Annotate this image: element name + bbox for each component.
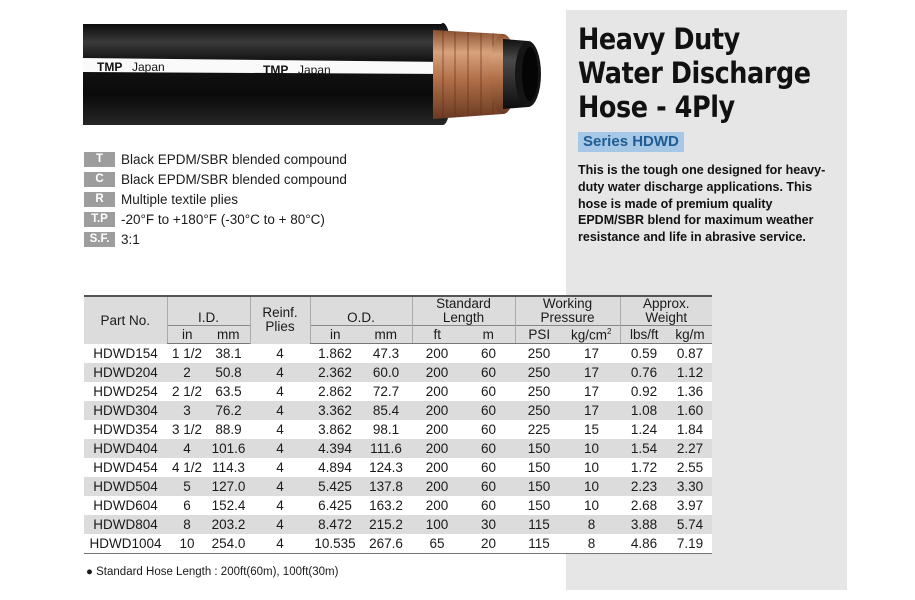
cell-od-mm: 111.6 <box>360 439 412 458</box>
cell-kgcm2: 17 <box>563 401 620 420</box>
cell-id-in: 2 <box>167 363 207 382</box>
header-pressure: Working Pressure <box>515 296 620 326</box>
cell-psi: 250 <box>515 401 563 420</box>
unit-od-mm: mm <box>360 326 412 344</box>
cell-od-mm: 98.1 <box>360 420 412 439</box>
cell-psi: 150 <box>515 496 563 515</box>
unit-len-m: m <box>462 326 515 344</box>
cell-psi: 150 <box>515 439 563 458</box>
cell-part-no: HDWD504 <box>84 477 167 496</box>
cell-len-ft: 200 <box>412 363 462 382</box>
unit-kg-m: kg/m <box>668 326 712 344</box>
spec-list <box>84 149 347 249</box>
cell-part-no: HDWD454 <box>84 458 167 477</box>
table-row <box>84 439 712 458</box>
cell-plies: 4 <box>250 401 310 420</box>
cell-len-m: 60 <box>462 344 515 364</box>
spec-item <box>84 189 347 209</box>
unit-len-ft: ft <box>412 326 462 344</box>
series-badge: Series HDWD <box>578 132 684 152</box>
cell-len-m: 60 <box>462 496 515 515</box>
cell-kgcm2: 8 <box>563 534 620 554</box>
brand-country: Japan <box>132 60 165 74</box>
cell-len-ft: 65 <box>412 534 462 554</box>
cell-len-ft: 200 <box>412 344 462 364</box>
cell-lbs-ft: 1.54 <box>620 439 668 458</box>
cell-kg-m: 7.19 <box>668 534 712 554</box>
table-row <box>84 534 712 554</box>
product-title: Heavy Duty Water Discharge Hose - 4Ply <box>578 22 811 124</box>
cell-part-no: HDWD604 <box>84 496 167 515</box>
cell-plies: 4 <box>250 534 310 554</box>
cell-kg-m: 1.84 <box>668 420 712 439</box>
cell-kgcm2: 15 <box>563 420 620 439</box>
cell-od-in: 6.425 <box>310 496 360 515</box>
cell-psi: 150 <box>515 477 563 496</box>
brand-logo: TMP <box>97 60 123 74</box>
cell-len-m: 60 <box>462 458 515 477</box>
cell-od-mm: 137.8 <box>360 477 412 496</box>
cell-lbs-ft: 1.72 <box>620 458 668 477</box>
cell-len-m: 60 <box>462 477 515 496</box>
cell-od-mm: 215.2 <box>360 515 412 534</box>
cell-id-mm: 88.9 <box>207 420 250 439</box>
spec-tag: S.F. <box>84 232 115 247</box>
cell-len-ft: 200 <box>412 496 462 515</box>
hose-illustration <box>83 22 545 127</box>
cell-psi: 250 <box>515 344 563 364</box>
cell-kgcm2: 17 <box>563 363 620 382</box>
cell-id-in: 2 1/2 <box>167 382 207 401</box>
cell-plies: 4 <box>250 496 310 515</box>
cell-od-in: 3.862 <box>310 420 360 439</box>
cell-len-ft: 200 <box>412 439 462 458</box>
product-description: This is the tough one designed for heavy-duty water discharge applications. This hose is made of premium quality EPDM/SBR blend for maximum weather resistance and life in abrasive service. <box>578 163 826 245</box>
cell-kg-m: 1.36 <box>668 382 712 401</box>
cell-psi: 150 <box>515 458 563 477</box>
cell-od-in: 3.362 <box>310 401 360 420</box>
cell-part-no: HDWD154 <box>84 344 167 364</box>
cell-len-ft: 200 <box>412 458 462 477</box>
cell-kgcm2: 8 <box>563 515 620 534</box>
cell-id-in: 3 <box>167 401 207 420</box>
cell-od-mm: 124.3 <box>360 458 412 477</box>
cell-psi: 225 <box>515 420 563 439</box>
table-row <box>84 420 712 439</box>
cell-plies: 4 <box>250 439 310 458</box>
cell-plies: 4 <box>250 458 310 477</box>
cell-lbs-ft: 3.88 <box>620 515 668 534</box>
cell-id-mm: 76.2 <box>207 401 250 420</box>
table-row <box>84 382 712 401</box>
cell-part-no: HDWD1004 <box>84 534 167 554</box>
spec-item <box>84 169 347 189</box>
cell-id-in: 5 <box>167 477 207 496</box>
header-weight: Approx. Weight <box>620 296 712 326</box>
footnote: ● Standard Hose Length : 200ft(60m), 100ft(30m) <box>86 566 339 578</box>
cell-kg-m: 1.12 <box>668 363 712 382</box>
cell-len-m: 60 <box>462 420 515 439</box>
cell-od-in: 2.862 <box>310 382 360 401</box>
cell-part-no: HDWD254 <box>84 382 167 401</box>
cell-lbs-ft: 4.86 <box>620 534 668 554</box>
cell-id-in: 6 <box>167 496 207 515</box>
cell-od-mm: 72.7 <box>360 382 412 401</box>
cell-len-ft: 200 <box>412 477 462 496</box>
table-row <box>84 458 712 477</box>
cell-id-mm: 101.6 <box>207 439 250 458</box>
cell-id-mm: 63.5 <box>207 382 250 401</box>
cell-len-m: 60 <box>462 439 515 458</box>
cell-od-in: 1.862 <box>310 344 360 364</box>
spec-item <box>84 149 347 169</box>
cell-len-m: 60 <box>462 363 515 382</box>
cell-len-m: 20 <box>462 534 515 554</box>
cell-id-mm: 203.2 <box>207 515 250 534</box>
cell-kgcm2: 10 <box>563 496 620 515</box>
cell-lbs-ft: 1.24 <box>620 420 668 439</box>
spec-tag: T.P <box>84 212 115 227</box>
header-length: Standard Length <box>412 296 515 326</box>
cell-id-in: 8 <box>167 515 207 534</box>
cell-len-ft: 100 <box>412 515 462 534</box>
cell-od-in: 10.535 <box>310 534 360 554</box>
cell-len-m: 60 <box>462 382 515 401</box>
cell-lbs-ft: 0.59 <box>620 344 668 364</box>
cell-id-mm: 38.1 <box>207 344 250 364</box>
cell-lbs-ft: 1.08 <box>620 401 668 420</box>
cell-id-in: 4 1/2 <box>167 458 207 477</box>
cell-kgcm2: 17 <box>563 344 620 364</box>
cell-id-in: 4 <box>167 439 207 458</box>
table-row <box>84 496 712 515</box>
cell-od-mm: 85.4 <box>360 401 412 420</box>
cell-len-ft: 200 <box>412 420 462 439</box>
cell-lbs-ft: 2.68 <box>620 496 668 515</box>
cell-psi: 115 <box>515 534 563 554</box>
spec-item <box>84 209 347 229</box>
cell-kg-m: 0.87 <box>668 344 712 364</box>
spec-text: -20°F to +180°F (-30°C to + 80°C) <box>121 211 325 227</box>
header-part-no: Part No. <box>84 296 167 344</box>
unit-id-in: in <box>167 326 207 344</box>
spec-item <box>84 229 347 249</box>
cell-od-mm: 163.2 <box>360 496 412 515</box>
cell-kgcm2: 10 <box>563 439 620 458</box>
unit-od-in: in <box>310 326 360 344</box>
spec-text: Multiple textile plies <box>121 191 239 207</box>
unit-lbs-ft: lbs/ft <box>620 326 668 344</box>
cell-id-mm: 254.0 <box>207 534 250 554</box>
cell-od-in: 2.362 <box>310 363 360 382</box>
spec-text: 3:1 <box>121 231 140 247</box>
cell-kg-m: 2.55 <box>668 458 712 477</box>
cell-kgcm2: 17 <box>563 382 620 401</box>
cell-od-mm: 267.6 <box>360 534 412 554</box>
spec-table <box>84 295 712 554</box>
unit-kgcm2: $kg/cm^2$ <box>563 326 620 344</box>
cell-plies: 4 <box>250 344 310 364</box>
cell-part-no: HDWD404 <box>84 439 167 458</box>
spec-text: Black EPDM/SBR blended compound <box>121 171 347 187</box>
table-row <box>84 363 712 382</box>
cell-kg-m: 5.74 <box>668 515 712 534</box>
cell-psi: 250 <box>515 363 563 382</box>
cell-kg-m: 3.30 <box>668 477 712 496</box>
table-row <box>84 401 712 420</box>
table-row <box>84 515 712 534</box>
cell-id-mm: 127.0 <box>207 477 250 496</box>
cell-kg-m: 3.97 <box>668 496 712 515</box>
cell-len-m: 30 <box>462 515 515 534</box>
cell-lbs-ft: 0.92 <box>620 382 668 401</box>
cell-len-ft: 200 <box>412 401 462 420</box>
unit-psi: PSI <box>515 326 563 344</box>
cell-od-mm: 47.3 <box>360 344 412 364</box>
cell-part-no: HDWD204 <box>84 363 167 382</box>
unit-id-mm: mm <box>207 326 250 344</box>
cell-plies: 4 <box>250 477 310 496</box>
cell-id-in: 10 <box>167 534 207 554</box>
table-row <box>84 477 712 496</box>
cell-plies: 4 <box>250 363 310 382</box>
cell-part-no: HDWD304 <box>84 401 167 420</box>
cell-part-no: HDWD804 <box>84 515 167 534</box>
cell-id-mm: 50.8 <box>207 363 250 382</box>
cell-psi: 250 <box>515 382 563 401</box>
table-row <box>84 344 712 364</box>
cell-kgcm2: 10 <box>563 458 620 477</box>
cell-od-in: 8.472 <box>310 515 360 534</box>
cell-kg-m: 1.60 <box>668 401 712 420</box>
cell-kgcm2: 10 <box>563 477 620 496</box>
cell-len-m: 60 <box>462 401 515 420</box>
spec-tag: R <box>84 192 115 207</box>
header-id: I.D. <box>167 296 250 326</box>
cell-id-mm: 152.4 <box>207 496 250 515</box>
cell-id-mm: 114.3 <box>207 458 250 477</box>
table-body <box>84 344 712 554</box>
cell-plies: 4 <box>250 382 310 401</box>
header-plies: Reinf. Plies <box>250 296 310 344</box>
cell-plies: 4 <box>250 420 310 439</box>
cell-id-in: 1 1/2 <box>167 344 207 364</box>
brand-country: Japan <box>298 63 331 77</box>
spec-text: Black EPDM/SBR blended compound <box>121 151 347 167</box>
spec-tag: C <box>84 172 115 187</box>
cell-lbs-ft: 2.23 <box>620 477 668 496</box>
cell-od-in: 4.394 <box>310 439 360 458</box>
brand-logo: TMP <box>263 63 289 77</box>
cell-lbs-ft: 0.76 <box>620 363 668 382</box>
cell-part-no: HDWD354 <box>84 420 167 439</box>
cell-plies: 4 <box>250 515 310 534</box>
header-od: O.D. <box>310 296 412 326</box>
cell-psi: 115 <box>515 515 563 534</box>
cell-len-ft: 200 <box>412 382 462 401</box>
cell-od-in: 5.425 <box>310 477 360 496</box>
cell-kg-m: 2.27 <box>668 439 712 458</box>
spec-tag: T <box>84 152 115 167</box>
cell-od-mm: 60.0 <box>360 363 412 382</box>
cell-id-in: 3 1/2 <box>167 420 207 439</box>
cell-od-in: 4.894 <box>310 458 360 477</box>
